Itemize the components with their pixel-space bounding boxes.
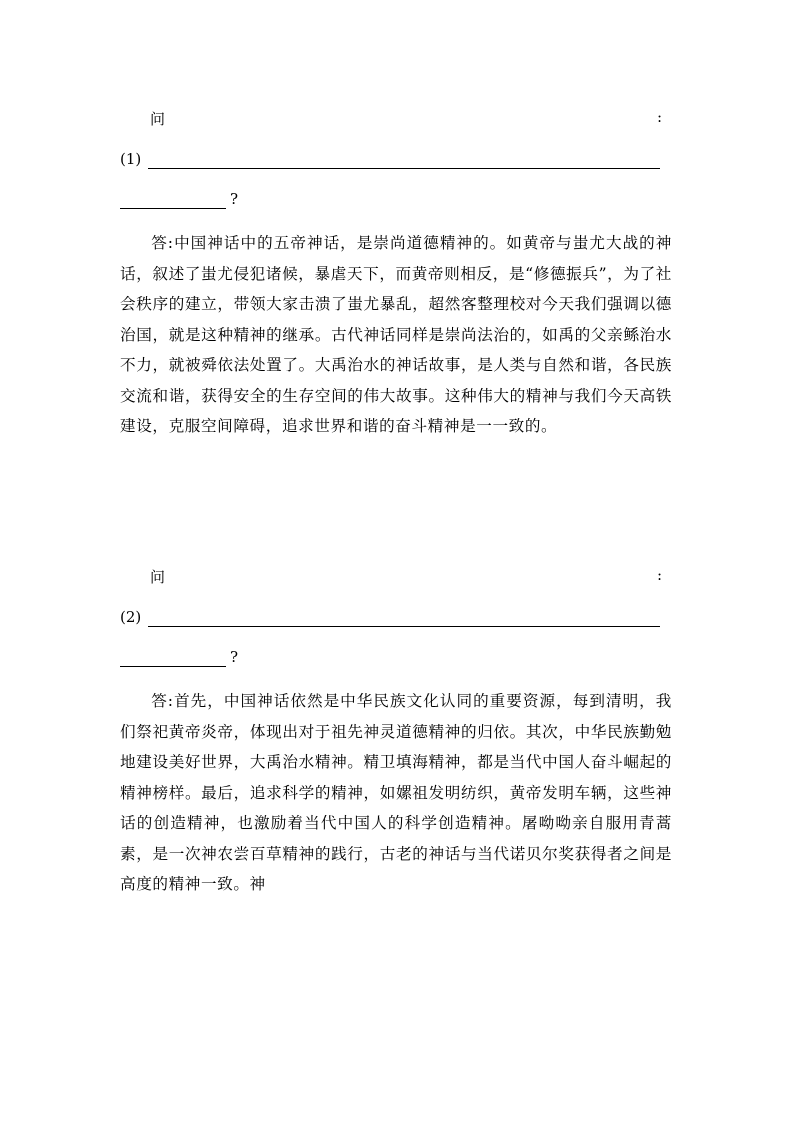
blank-line [120, 208, 226, 209]
answer-1-paragraph: 答:中国神话中的五帝神话，是崇尚道德精神的。如黄帝与蚩尤大战的神话，叙述了蚩尤侵犯诸候，暴虐天下，而黄帝则相反，是“修德振兵”，为了社会秩序的建立，带领大家击溃了蚩尤暴乱，超然客整理校对今天我们强调以德治国，就是这种精神的继承。古代神话同样是崇尚法治的，如禹的父亲鲧治水不力，就被舜依法处置了。大禹治水的神话故事，是人类与自然和谐，各民族交流和谐，获得安全的生存空间的伟大故事。这种伟大的精神与我们今天高铁建设，克服空间障碍，追求世界和谐的奋斗精神是一一致的。 [120, 234, 672, 435]
question-mark: ? [230, 648, 239, 666]
answer-2-paragraph: 答:首先，中国神话依然是中华民族文化认同的重要资源，每到清明，我们祭祀黄帝炎帝，体现出对于祖先神灵道德精神的归依。其次，中华民族勤勉地建设美好世界，大禹治水精神。精卫填海精神，都是当代中国人奋斗崛起的精神榜样。最后，追求科学的精神，如嫘祖发明纺织，黄帝发明车辆，这些神话的创造精神，也激励着当代中国人的科学创造精神。屠呦呦亲自服用青蒿素，是一次神农尝百草精神的践行，古老的神话与当代诺贝尔奖获得者之间是高度的精神一致。神 [120, 692, 672, 893]
question-2-line [120, 608, 660, 632]
question-number: (2) [120, 608, 142, 626]
ask-colon: : [656, 108, 662, 126]
question-mark: ? [230, 190, 239, 208]
ask-label: 问 [150, 568, 166, 586]
blank-line [120, 666, 226, 667]
question-1-prompt [120, 108, 662, 128]
question-number: (1) [120, 150, 142, 168]
ask-label: 问 [150, 110, 166, 128]
blank-line [148, 168, 660, 169]
ask-colon: : [656, 566, 662, 584]
question-2-prompt [120, 566, 662, 586]
blank-line [148, 626, 660, 627]
question-1-line [120, 150, 660, 174]
